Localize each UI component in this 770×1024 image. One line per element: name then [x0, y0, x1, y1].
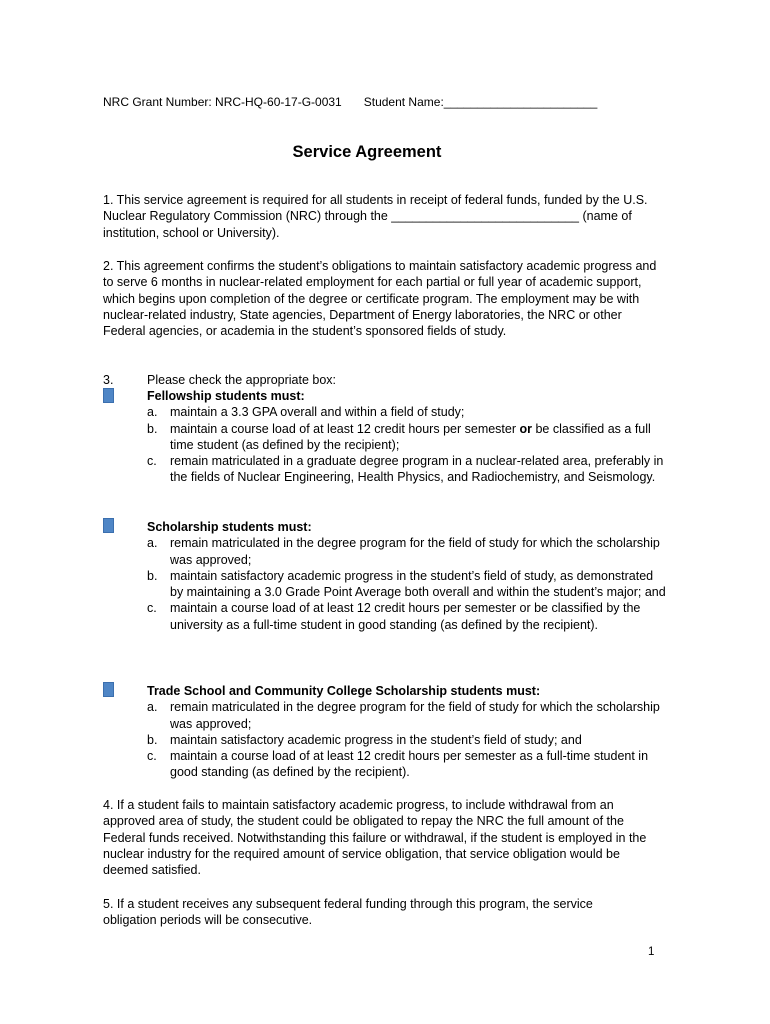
scholarship-section: [147, 519, 667, 633]
section-3-number: 3.: [103, 373, 114, 387]
fellowship-heading: Fellowship students must:: [147, 389, 305, 403]
list-item: b. maintain satisfactory academic progress in the student’s field of study; and: [147, 732, 582, 747]
list-item: b. maintain a course load of at least 12 credit hours per semester or be classified as a full time student (as defined by the recipient);: [147, 421, 651, 452]
list-item: b. maintain satisfactory academic progress in the student’s field of study, as demonstrated by maintaining a 3.0 Grade Point Average both overall and within the student’s major; and: [147, 568, 666, 600]
paragraph-4: 4. If a student fails to maintain satisfactory academic progress, to include withdrawal from an approved area of study, the student could be obligated to repay the NRC the full amount of the Federal funds received. Notwithstanding this failure or withdrawal, if the student is employed in the nuclear industry for the required amount of service obligation, that service obligation would be deemed satisfied.: [103, 798, 647, 878]
section-3-instruction: Please check the appropriate box:: [147, 373, 337, 387]
list-item: a. maintain a 3.3 GPA overall and within a field of study;: [147, 405, 465, 420]
list-item: c. maintain a course load of at least 12 credit hours per semester as a full-time student in good standing (as defined by the recipient).: [147, 749, 649, 780]
trade-school-list: [147, 699, 667, 780]
list-item: c. remain matriculated in a graduate degree program in a nuclear-related area, preferably in the fields of Nuclear Engineering, Health Physics, and Radiochemistry, and Seismology.: [147, 454, 664, 485]
paragraph-2: 2. This agreement confirms the student’s obligations to maintain satisfactory academic progress and to serve 6 months in nuclear-related employment for each partial or full year of academic support, which begins upon completion of the degree or certificate program. The employment may be with nuclear-related industry, State agencies, Department of Energy laboratories, the NRC or other Federal agencies, or academia in the student’s sponsored fields of study.: [103, 259, 657, 339]
student-name-field[interactable]: Student Name:_______________________: [363, 95, 598, 109]
page-number: 1: [648, 946, 655, 958]
list-item: a. remain matriculated in the degree program for the field of study for which the scholarship was approved;: [147, 700, 660, 731]
trade-school-checkbox[interactable]: [103, 682, 114, 697]
fellowship-list: [147, 404, 667, 485]
document-header: [103, 94, 597, 110]
trade-school-section: [147, 683, 667, 781]
list-item: a. remain matriculated in the degree program for the field of study for which the scholarship was approved;: [147, 536, 660, 567]
fellowship-section: [147, 388, 667, 486]
paragraph-1: 1. This service agreement is required for all students in receipt of federal funds, funded by the U.S. Nuclear Regulatory Commission (NRC) through the ___________________________ (name of institution, school or University).: [103, 193, 648, 240]
scholarship-checkbox[interactable]: [103, 518, 114, 533]
scholarship-list: [147, 535, 667, 633]
fellowship-checkbox[interactable]: [103, 388, 114, 403]
page-title: Service Agreement: [292, 143, 442, 161]
grant-number: NRC Grant Number: NRC-HQ-60-17-G-0031: [103, 95, 342, 109]
list-item: c. maintain a course load of at least 12 credit hours per semester or be classified by the university as a full-time student in good standing (as defined by the recipient).: [147, 601, 641, 632]
scholarship-heading: Scholarship students must:: [147, 520, 312, 534]
paragraph-5: 5. If a student receives any subsequent federal funding through this program, the service obligation periods will be consecutive.: [103, 897, 593, 928]
trade-school-heading: Trade School and Community College Scholarship students must:: [147, 684, 541, 698]
